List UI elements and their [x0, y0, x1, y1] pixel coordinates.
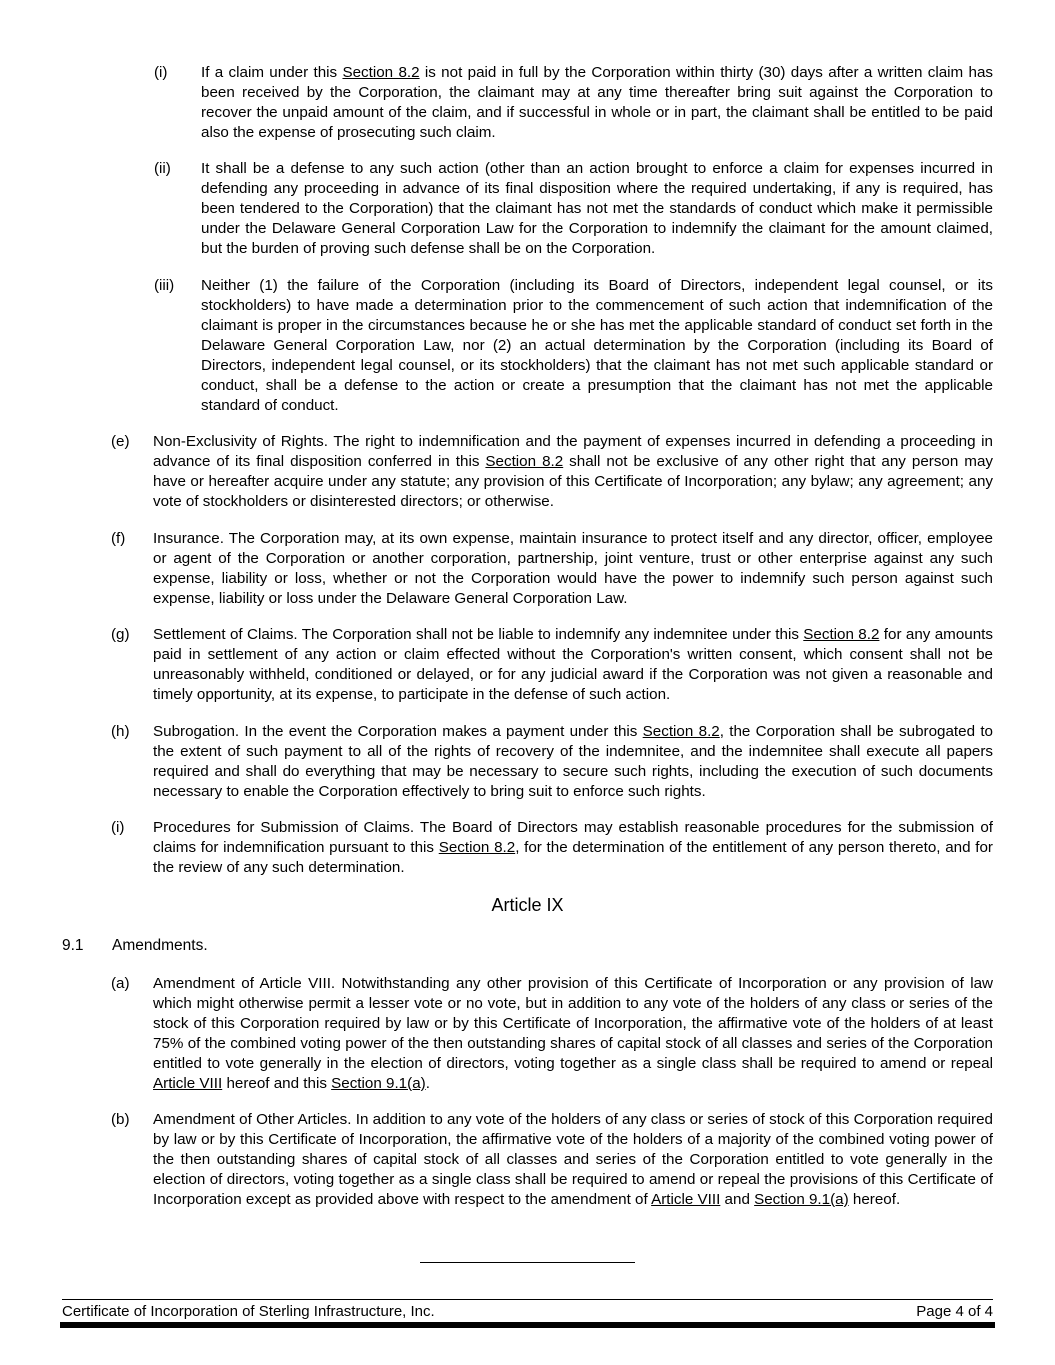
paragraph-subrogation: [153, 722, 993, 802]
cross-reference: Section 8.2: [642, 723, 720, 740]
cross-reference: Section 8.2: [438, 839, 516, 856]
paragraph-text: hereof and this: [222, 1075, 332, 1092]
cross-reference: Article VIII: [651, 1191, 721, 1208]
paragraph-text: Amendment of Article VIII. Notwithstanding any other provision of this Certificate of Incorporation or any provision of law which might otherwise permit a lesser vote or no vote, but in addition to any vote of the holders of any class or series of the stock of this Corporation required by law or by this Certificate of Incorporation, the affirmative vote of the holders of at least 75% of the combined voting power of the then outstanding shares of capital stock of all classes and series of the Corporation entitled to vote generally in the election of directors, voting together as a single class shall be required to amend or repeal: [153, 975, 993, 1072]
item-label: (b): [111, 1111, 130, 1128]
cross-reference: Section 8.2: [342, 64, 420, 81]
paragraph-text: , the Corporation shall be subrogated to the extent of such payment to all of the rights of recovery of the indemnitee, and the indemnitee shall execute all papers required and shall do everything that may be necessary to secure such rights, including the execution of such documents necessary to enable the Corporation effectively to bring suit to enforce such rights.: [153, 723, 993, 800]
paragraph-text: hereof.: [848, 1191, 901, 1208]
section-title: Amendments.: [112, 937, 208, 954]
paragraph-amendment-article-viii: [153, 974, 993, 1094]
paragraph-text: shall not be exclusive of any other right that any person may have or hereafter acquire under any statute; any provision of this Certificate of Incorporation; any bylaw; any agreement; any vote of stockholders or disinterested directors; or otherwise.: [153, 453, 993, 510]
section-number: 9.1: [62, 937, 84, 954]
item-label: (f): [111, 530, 126, 547]
item-label: (i): [111, 819, 125, 836]
cross-reference: Section 9.1(a): [331, 1075, 426, 1092]
footer-bar: [60, 1322, 995, 1328]
paragraph-settlement: [153, 625, 993, 705]
paragraph-text: Insurance. The Corporation may, at its own expense, maintain insurance to protect itself and any director, officer, employee or agent of the Corporation or another corporation, partnership, joint venture, trust or other enterprise against any such expense, liability or loss, whether or not the Corporation would have the power to indemnify such person against such expense, liability or loss under the Delaware General Corporation Law.: [153, 530, 993, 607]
item-label: (ii): [154, 160, 171, 177]
paragraph-procedures: [153, 818, 993, 878]
item-label: (i): [154, 64, 168, 81]
paragraph-text: Neither (1) the failure of the Corporation (including its Board of Directors, independent legal counsel, or its stockholders) to have made a determination prior to the commencement of such action that indemnification of the claimant is proper in the circumstances because he or she has met the applicable standard of conduct set forth in the Delaware General Corporation Law, nor (2) an actual determination by the Corporation (including its Board of Directors, independent legal counsel, or its stockholders) that the claimant has not met such applicable standard or conduct, shall be a defense to the action or create a presumption that the claimant has not met the applicable standard of conduct.: [201, 277, 993, 414]
paragraph-text: If a claim under this: [201, 64, 343, 81]
paragraph-text: Settlement of Claims. The Corporation shall not be liable to indemnify any indemnitee under this: [153, 626, 804, 643]
paragraph-insurance: [153, 529, 993, 609]
item-label: (g): [111, 626, 130, 643]
paragraph-neither: [201, 276, 993, 416]
item-label: (e): [111, 433, 130, 450]
paragraph-text: for any amounts paid in settlement of any action or claim effected without the Corporation's written consent, which consent shall not be unreasonably withheld, conditioned or delayed, or for any judicial award if the Corporation was not given a reasonable and timely opportunity, at its expense, to participate in the defense of such action.: [153, 626, 993, 703]
paragraph-defense: [201, 159, 993, 259]
footer-title: Certificate of Incorporation of Sterling Infrastructure, Inc.: [62, 1303, 435, 1320]
paragraph-text: , for the determination of the entitlement of any person thereto, and for the review of any such determination.: [153, 839, 993, 876]
cross-reference: Section 8.2: [485, 453, 564, 470]
cross-reference: Section 8.2: [803, 626, 880, 643]
paragraph-text: is not paid in full by the Corporation within thirty (30) days after a written claim has been received by the Corporation, the claimant may at any time thereafter bring suit against the Corporation to recover the unpaid amount of the claim, and if successful in whole or in part, the claimant shall be entitled to be paid also the expense of prosecuting such claim.: [201, 64, 993, 141]
paragraph-non-exclusivity: [153, 432, 993, 512]
paragraph-text: Procedures for Submission of Claims. The Board of Directors may establish reasonable procedures for the submission of claims for indemnification pursuant to this: [153, 819, 993, 856]
article-heading: Article IX: [491, 895, 564, 915]
paragraph-text: It shall be a defense to any such action (other than an action brought to enforce a claim for expenses incurred in defending any proceeding in advance of its final disposition where the required undertaking, if any is required, has been tendered to the Corporation) that the claimant has not met the standards of conduct which make it permissible under the Delaware General Corporation Law for the Corporation to indemnify the claimant for the amount claimed, but the burden of proving such defense shall be on the Corporation.: [201, 160, 993, 257]
item-label: (h): [111, 723, 130, 740]
paragraph-text: Amendment of Other Articles. In addition to any vote of the holders of any class or series of stock of this Corporation required by law or by this Certificate of Incorporation, the affirmative vote of the holders of a majority of the combined voting power of the then outstanding shares of capital stock of all classes and series of the Corporation entitled to vote generally in the election of directors, voting together as a single class shall be required to amend or repeal the provisions of this Certificate of Incorporation except as provided above with respect to the amendment of: [153, 1111, 993, 1208]
paragraph-amendment-other: [153, 1110, 993, 1210]
end-rule: [420, 1262, 635, 1263]
footer-page-number: Page 4 of 4: [916, 1303, 993, 1320]
cross-reference: Article VIII: [153, 1075, 223, 1092]
item-label: (iii): [154, 277, 175, 294]
paragraph-text: Non-Exclusivity of Rights. The right to indemnification and the payment of expenses incurred in defending a proceeding in advance of its final disposition conferred in this: [153, 433, 993, 470]
item-label: (a): [111, 975, 130, 992]
footer: [62, 1299, 993, 1320]
paragraph-text: Subrogation. In the event the Corporation makes a payment under this: [153, 723, 643, 740]
paragraph-text: .: [425, 1075, 430, 1092]
paragraph-text: and: [720, 1191, 755, 1208]
paragraph-claim-not-paid: [201, 63, 993, 143]
cross-reference: Section 9.1(a): [754, 1191, 849, 1208]
